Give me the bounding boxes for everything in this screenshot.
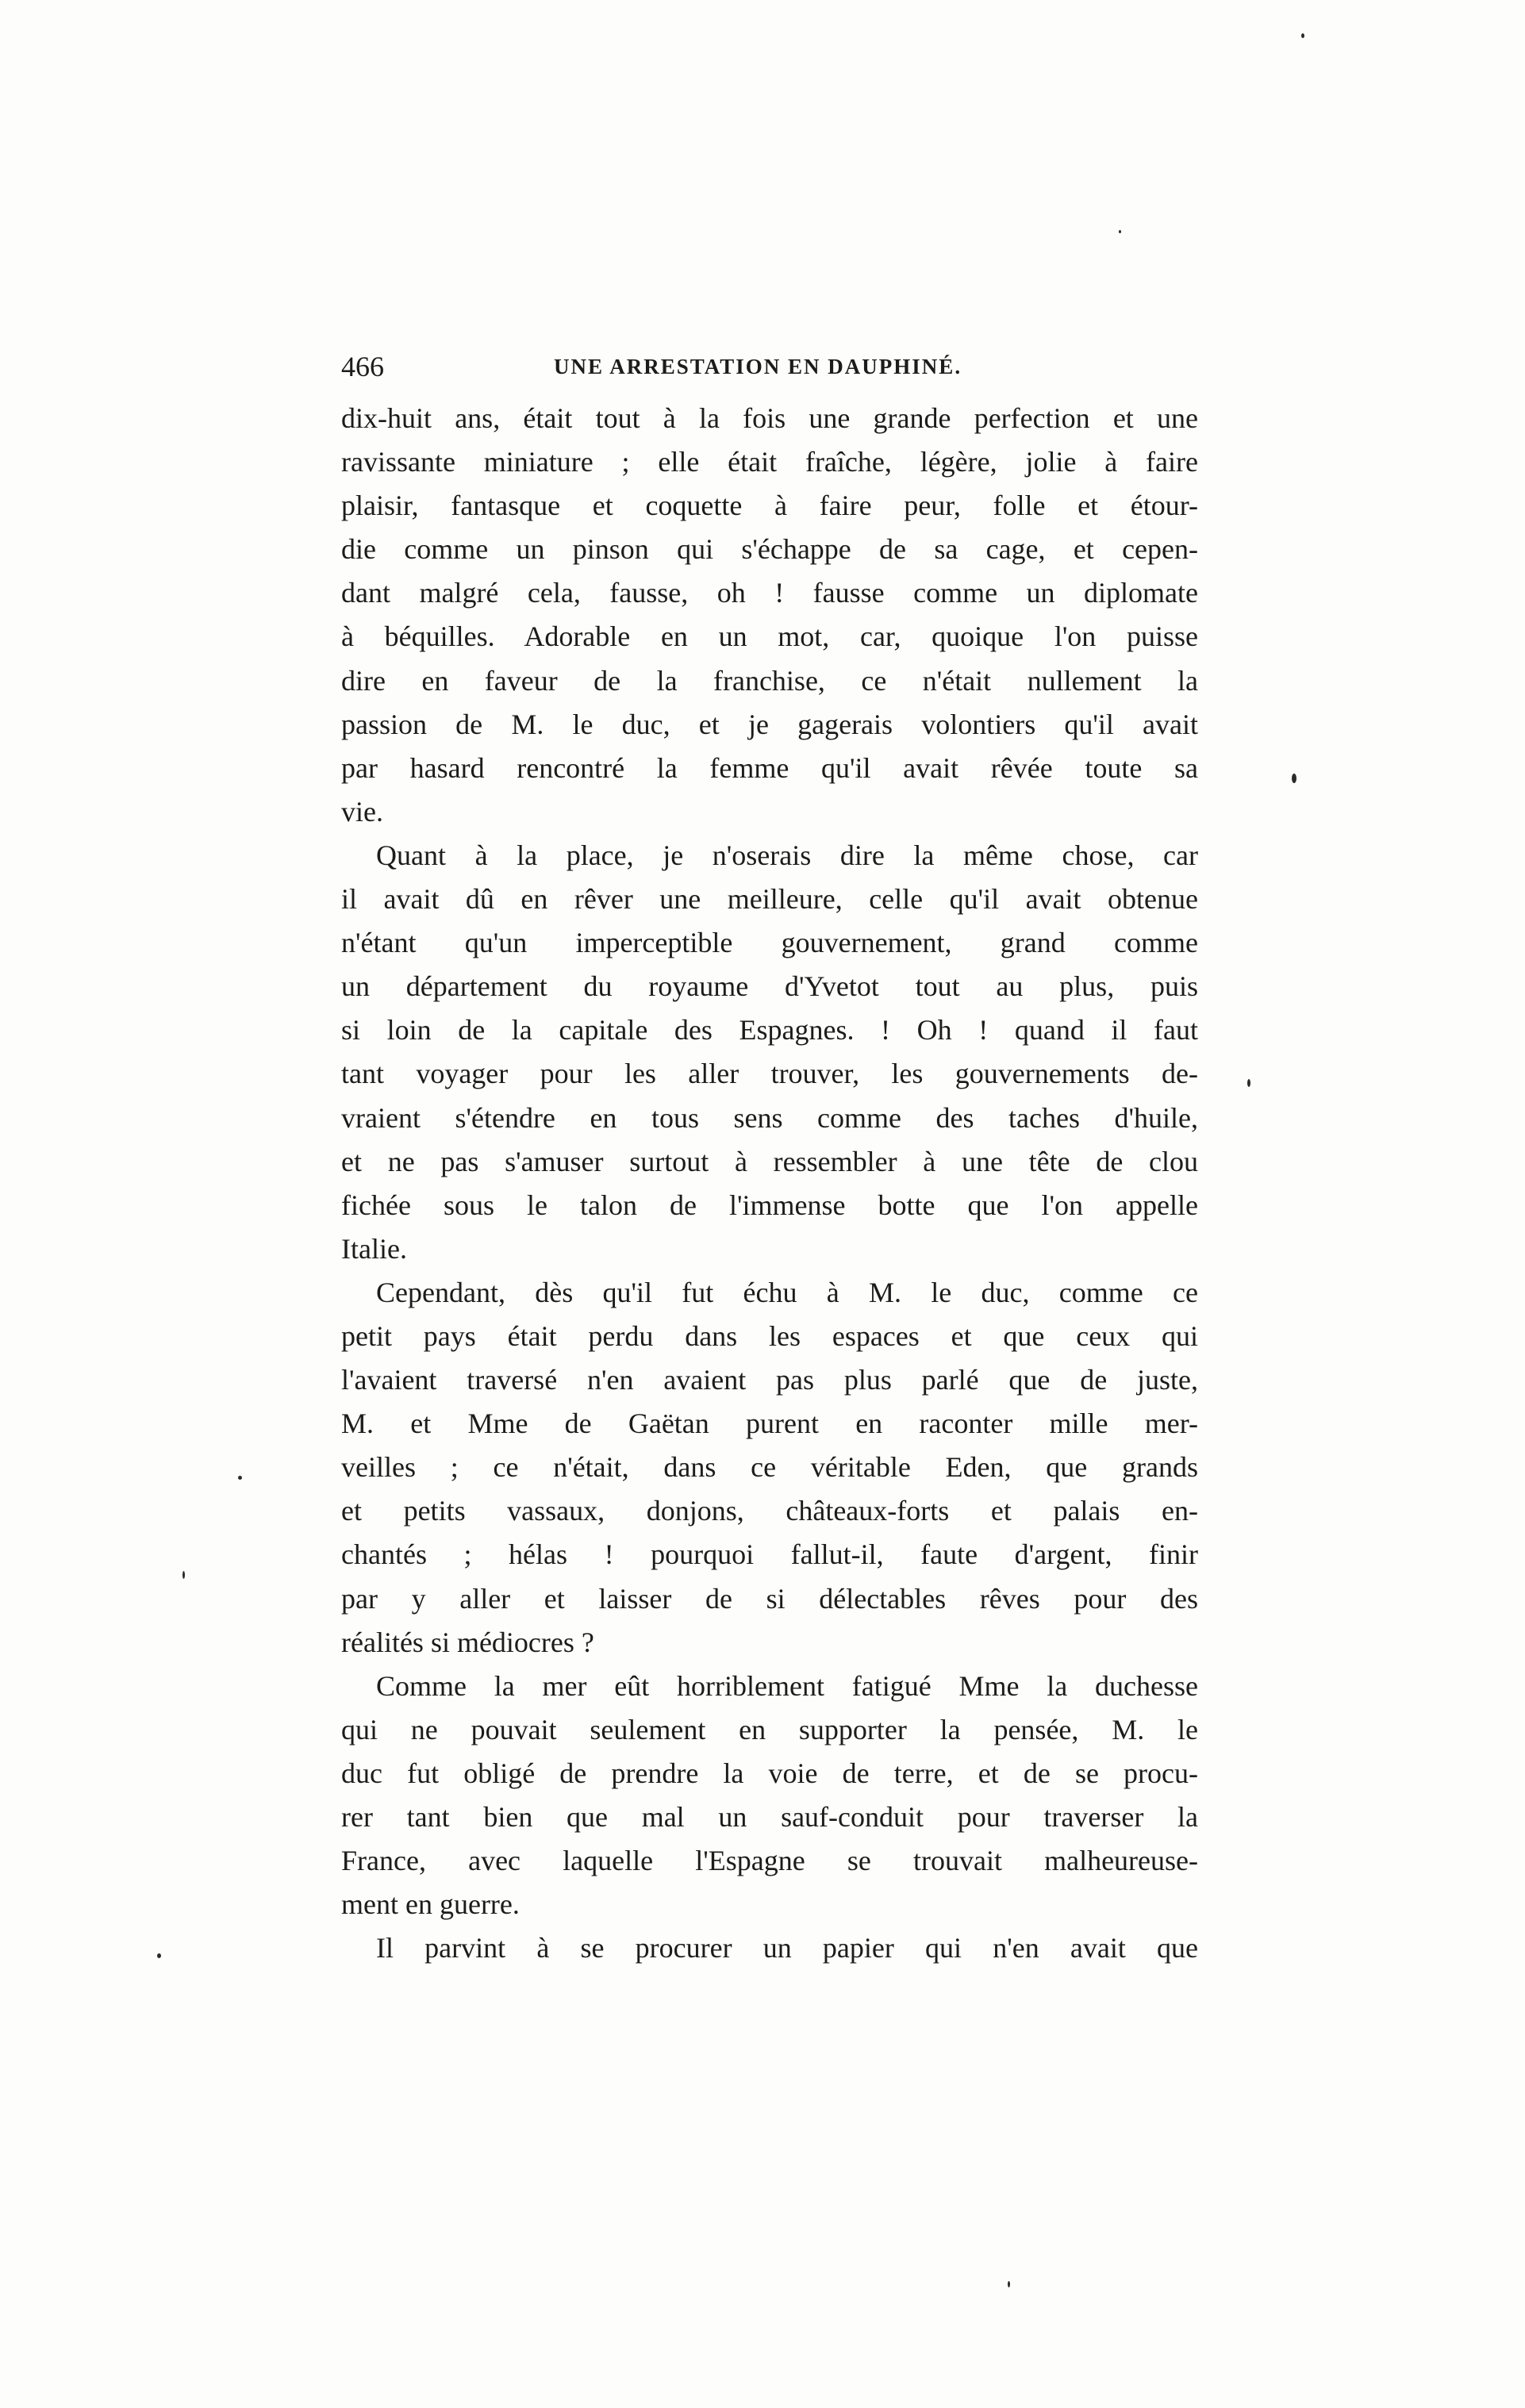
text-line: il avait dû en rêver une meilleure, celle qu'il avait obtenue bbox=[341, 883, 1198, 916]
text-line: si loin de la capitale des Espagnes. ! Oh ! quand il faut bbox=[341, 1014, 1198, 1047]
scan-speck bbox=[1247, 1079, 1250, 1087]
text-line: à béquilles. Adorable en un mot, car, quoique l'on puisse bbox=[341, 620, 1198, 653]
text-line: rer tant bien que mal un sauf-conduit pour traverser la bbox=[341, 1801, 1198, 1833]
text-line: ment en guerre. bbox=[341, 1888, 520, 1921]
running-header bbox=[341, 349, 1198, 384]
text-line: réalités si médiocres ? bbox=[341, 1626, 594, 1658]
text-line: duc fut obligé de prendre la voie de terre, et de se procu- bbox=[341, 1757, 1198, 1789]
running-title: UNE ARRESTATION EN DAUPHINÉ. bbox=[554, 355, 962, 378]
text-line: dant malgré cela, fausse, oh ! fausse comme un diplomate bbox=[341, 577, 1198, 609]
text-line: dire en faveur de la franchise, ce n'était nullement la bbox=[341, 664, 1198, 697]
text-line: et ne pas s'amuser surtout à ressembler à une tête de clou bbox=[341, 1145, 1198, 1177]
paragraph-first-line: Cependant, dès qu'il fut échu à M. le duc, comme ce bbox=[376, 1276, 1198, 1308]
paragraph-first-line: Quant à la place, je n'oserais dire la même chose, car bbox=[376, 839, 1198, 871]
scan-speck bbox=[157, 1953, 161, 1958]
scan-speck bbox=[1008, 2281, 1010, 2287]
text-line: France, avec laquelle l'Espagne se trouvait malheureuse- bbox=[341, 1845, 1198, 1877]
text-line: M. et Mme de Gaëtan purent en raconter mille mer- bbox=[341, 1408, 1198, 1440]
text-line: vraient s'étendre en tous sens comme des taches d'huile, bbox=[341, 1101, 1198, 1134]
text-line: die comme un pinson qui s'échappe de sa cage, et cepen- bbox=[341, 533, 1198, 566]
text-line: chantés ; hélas ! pourquoi fallut-il, faute d'argent, finir bbox=[341, 1538, 1198, 1571]
text-line: qui ne pouvait seulement en supporter la pensée, M. le bbox=[341, 1713, 1198, 1746]
scan-speck bbox=[1301, 33, 1304, 38]
scan-speck bbox=[1292, 774, 1296, 783]
text-line: tant voyager pour les aller trouver, les gouvernements de- bbox=[341, 1058, 1198, 1090]
text-line: dix-huit ans, était tout à la fois une grande perfection et une bbox=[341, 402, 1198, 434]
text-line: veilles ; ce n'était, dans ce véritable Eden, que grands bbox=[341, 1451, 1198, 1484]
page-number: 466 bbox=[341, 351, 384, 382]
text-line: l'avaient traversé n'en avaient pas plus parlé que de juste, bbox=[341, 1364, 1198, 1396]
text-line: Italie. bbox=[341, 1232, 407, 1265]
scan-speck bbox=[182, 1571, 185, 1579]
text-line: par y aller et laisser de si délectables rêves pour des bbox=[341, 1582, 1198, 1615]
text-line: ravissante miniature ; elle était fraîche, légère, jolie à faire bbox=[341, 446, 1198, 478]
text-line: passion de M. le duc, et je gagerais volontiers qu'il avait bbox=[341, 708, 1198, 740]
paragraph-first-line: Il parvint à se procurer un papier qui n'en avait que bbox=[376, 1932, 1198, 1964]
scan-speck bbox=[1119, 230, 1121, 233]
text-line: fichée sous le talon de l'immense botte que l'on appelle bbox=[341, 1189, 1198, 1221]
text-line: plaisir, fantasque et coquette à faire peur, folle et étour- bbox=[341, 490, 1198, 522]
scan-speck bbox=[238, 1476, 242, 1480]
text-line: un département du royaume d'Yvetot tout au plus, puis bbox=[341, 970, 1198, 1003]
text-line: vie. bbox=[341, 795, 383, 828]
text-line: et petits vassaux, donjons, châteaux-forts et palais en- bbox=[341, 1495, 1198, 1527]
text-line: par hasard rencontré la femme qu'il avait rêvée toute sa bbox=[341, 751, 1198, 784]
paragraph-first-line: Comme la mer eût horriblement fatigué Mme la duchesse bbox=[376, 1669, 1198, 1702]
body-text bbox=[341, 397, 1198, 1970]
text-line: n'étant qu'un imperceptible gouvernement, grand comme bbox=[341, 927, 1198, 959]
text-line: petit pays était perdu dans les espaces et que ceux qui bbox=[341, 1319, 1198, 1352]
